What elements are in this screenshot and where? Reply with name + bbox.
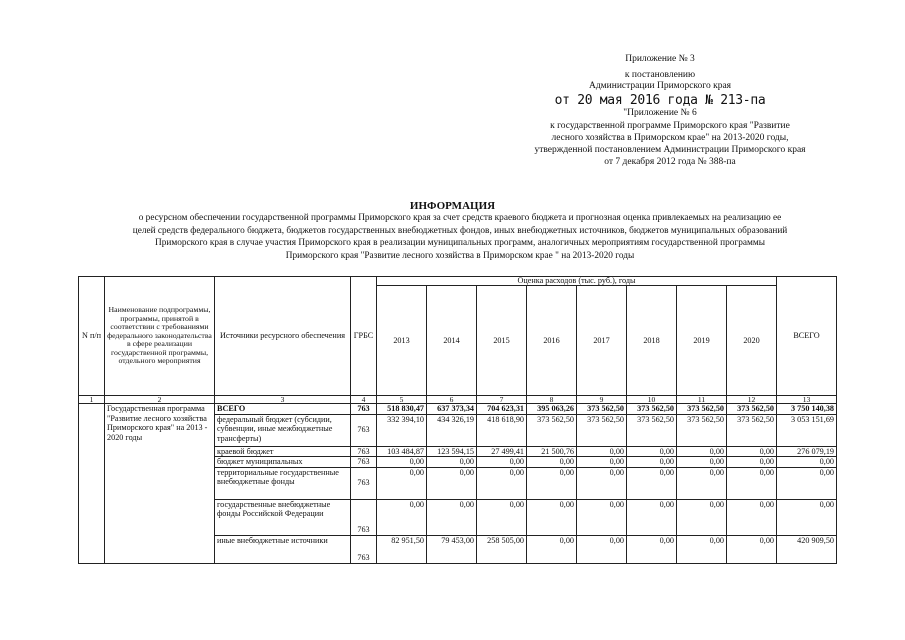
value-cell: 0,00 (577, 446, 627, 457)
col-header-source: Источники ресурсного обеспечения (215, 277, 351, 396)
value-cell: 0,00 (527, 457, 577, 468)
grbs-cell: 763 (351, 446, 377, 457)
value-cell: 0,00 (527, 499, 577, 535)
value-cell: 258 505,00 (477, 535, 527, 563)
col-header-estimate: Оценка расходов (тыс. руб.), годы (377, 277, 777, 286)
value-cell: 0,00 (627, 446, 677, 457)
value-cell: 518 830,47 (377, 404, 427, 415)
value-cell: 0,00 (627, 535, 677, 563)
col-number: 9 (577, 396, 627, 404)
col-header-num: N п/п (79, 277, 105, 396)
value-cell: 79 453,00 (427, 535, 477, 563)
col-number: 4 (351, 396, 377, 404)
col-number: 5 (377, 396, 427, 404)
resolution-date-number: от 20 мая 2016 года № 213-па (554, 93, 766, 108)
subtitle-line: целей средств федерального бюджета, бюджетов государственных внебюджетных фондов, иных внебюджетных источников, бюджетов муниципальных образований (132, 225, 788, 236)
program-ref-line: утвержденной постановлением Администрации Приморского края (534, 145, 806, 155)
program-ref-line: лесного хозяйства в Приморском крае" на 2013-2020 годы, (551, 133, 789, 143)
value-cell: 0,00 (577, 457, 627, 468)
source-cell: федеральный бюджет (субсидии, субвенции, иные межбюджетные трансферты) (215, 414, 351, 446)
total-cell: 420 909,50 (777, 535, 837, 563)
source-cell: краевой бюджет (215, 446, 351, 457)
value-cell: 373 562,50 (677, 414, 727, 446)
value-cell: 0,00 (577, 467, 627, 499)
value-cell: 0,00 (477, 467, 527, 499)
value-cell: 0,00 (377, 467, 427, 499)
value-cell: 637 373,34 (427, 404, 477, 415)
value-cell: 0,00 (677, 446, 727, 457)
value-cell: 0,00 (427, 499, 477, 535)
value-cell: 0,00 (527, 467, 577, 499)
subtitle-line: о ресурсном обеспечении государственной программы Приморского края за счет средств краевого бюджета и прогнозная оценка привлекаемых на реализацию ее (138, 213, 782, 223)
value-cell: 82 951,50 (377, 535, 427, 563)
table-row (79, 404, 837, 415)
col-header-year: 2014 (427, 286, 477, 396)
document-title: ИНФОРМАЦИЯ (409, 200, 496, 212)
source-cell: бюджет муниципальных (215, 457, 351, 468)
value-cell: 0,00 (377, 499, 427, 535)
source-cell: государственные внебюджетные фонды Российской Федерации (215, 499, 351, 535)
value-cell: 103 484,87 (377, 446, 427, 457)
program-ref-line: к государственной программе Приморского края "Развитие (550, 121, 790, 131)
col-number: 3 (215, 396, 351, 404)
value-cell: 0,00 (727, 457, 777, 468)
row-number-cell (79, 404, 105, 564)
source-cell: территориальные государственные внебюджетные фонды (215, 467, 351, 499)
program-name-cell: Государственная программа "Развитие лесного хозяйства Приморского края" на 2013 - 2020 годы (105, 404, 215, 564)
source-cell: иные внебюджетные источники (215, 535, 351, 563)
subtitle-line: Приморского края "Развитие лесного хозяйства в Приморском крае " на 2013-2020 годы (285, 250, 635, 261)
value-cell: 0,00 (477, 457, 527, 468)
value-cell: 0,00 (377, 457, 427, 468)
value-cell: 418 618,90 (477, 414, 527, 446)
value-cell: 0,00 (727, 535, 777, 563)
value-cell: 0,00 (627, 499, 677, 535)
value-cell: 373 562,50 (577, 404, 627, 415)
col-header-year: 2015 (477, 286, 527, 396)
value-cell: 0,00 (427, 457, 477, 468)
resolution-ref: к постановлению (624, 70, 696, 80)
source-cell: ВСЕГО (215, 404, 351, 415)
value-cell: 21 500,76 (527, 446, 577, 457)
total-cell: 0,00 (777, 457, 837, 468)
value-cell: 0,00 (577, 499, 627, 535)
col-number: 2 (105, 396, 215, 404)
col-header-year: 2013 (377, 286, 427, 396)
subtitle-line: Приморского края в случае участия Приморского края в реализации муниципальных программ, аналогичных мероприятиям государственной программы (154, 238, 766, 248)
total-cell: 276 079,19 (777, 446, 837, 457)
col-number: 6 (427, 396, 477, 404)
value-cell: 0,00 (677, 457, 727, 468)
value-cell: 0,00 (477, 499, 527, 535)
value-cell: 373 562,50 (527, 414, 577, 446)
value-cell: 373 562,50 (727, 404, 777, 415)
grbs-cell: 763 (351, 499, 377, 535)
col-header-name: Наименование подпрограммы, программы, принятой в соответствии с требованиями федерального законодательства в сфере реализации государственной программы, отдельного мероприятия (105, 277, 215, 396)
program-reference (520, 120, 820, 168)
value-cell: 373 562,50 (677, 404, 727, 415)
total-cell: 0,00 (777, 467, 837, 499)
total-cell: 3 053 151,69 (777, 414, 837, 446)
col-number: 7 (477, 396, 527, 404)
grbs-cell: 763 (351, 404, 377, 415)
value-cell: 373 562,50 (627, 404, 677, 415)
value-cell: 123 594,15 (427, 446, 477, 457)
resource-table (78, 276, 837, 564)
value-cell: 373 562,50 (577, 414, 627, 446)
value-cell: 0,00 (727, 467, 777, 499)
value-cell: 0,00 (527, 535, 577, 563)
grbs-cell: 763 (351, 457, 377, 468)
col-header-grbs: ГРБС (351, 277, 377, 396)
total-cell: 3 750 140,38 (777, 404, 837, 415)
grbs-cell: 763 (351, 535, 377, 563)
value-cell: 0,00 (677, 467, 727, 499)
col-number: 13 (777, 396, 837, 404)
value-cell: 434 326,19 (427, 414, 477, 446)
value-cell: 0,00 (627, 457, 677, 468)
value-cell: 0,00 (727, 499, 777, 535)
value-cell: 0,00 (727, 446, 777, 457)
value-cell: 373 562,50 (727, 414, 777, 446)
col-number: 12 (727, 396, 777, 404)
col-header-total: ВСЕГО (777, 277, 837, 396)
value-cell: 373 562,50 (627, 414, 677, 446)
value-cell: 0,00 (677, 499, 727, 535)
value-cell: 27 499,41 (477, 446, 527, 457)
col-header-year: 2017 (577, 286, 627, 396)
col-number-row (79, 396, 837, 404)
appendix6-label: "Приложение № 6 (623, 108, 697, 118)
grbs-cell: 763 (351, 467, 377, 499)
col-header-year: 2018 (627, 286, 677, 396)
value-cell: 395 063,26 (527, 404, 577, 415)
value-cell: 704 623,31 (477, 404, 527, 415)
col-number: 11 (677, 396, 727, 404)
value-cell: 0,00 (577, 535, 627, 563)
col-header-year: 2016 (527, 286, 577, 396)
col-header-year: 2019 (677, 286, 727, 396)
grbs-cell: 763 (351, 414, 377, 446)
value-cell: 0,00 (627, 467, 677, 499)
value-cell: 332 394,10 (377, 414, 427, 446)
program-ref-line: от 7 декабря 2012 года № 388-па (604, 157, 736, 167)
col-number: 1 (79, 396, 105, 404)
total-cell: 0,00 (777, 499, 837, 535)
document-subtitle (80, 212, 840, 262)
administration-name: Администрации Приморского края (588, 81, 732, 91)
col-number: 8 (527, 396, 577, 404)
value-cell: 0,00 (427, 467, 477, 499)
col-number: 10 (627, 396, 677, 404)
appendix-label: Приложение № 3 (625, 54, 695, 64)
value-cell: 0,00 (677, 535, 727, 563)
col-header-year: 2020 (727, 286, 777, 396)
